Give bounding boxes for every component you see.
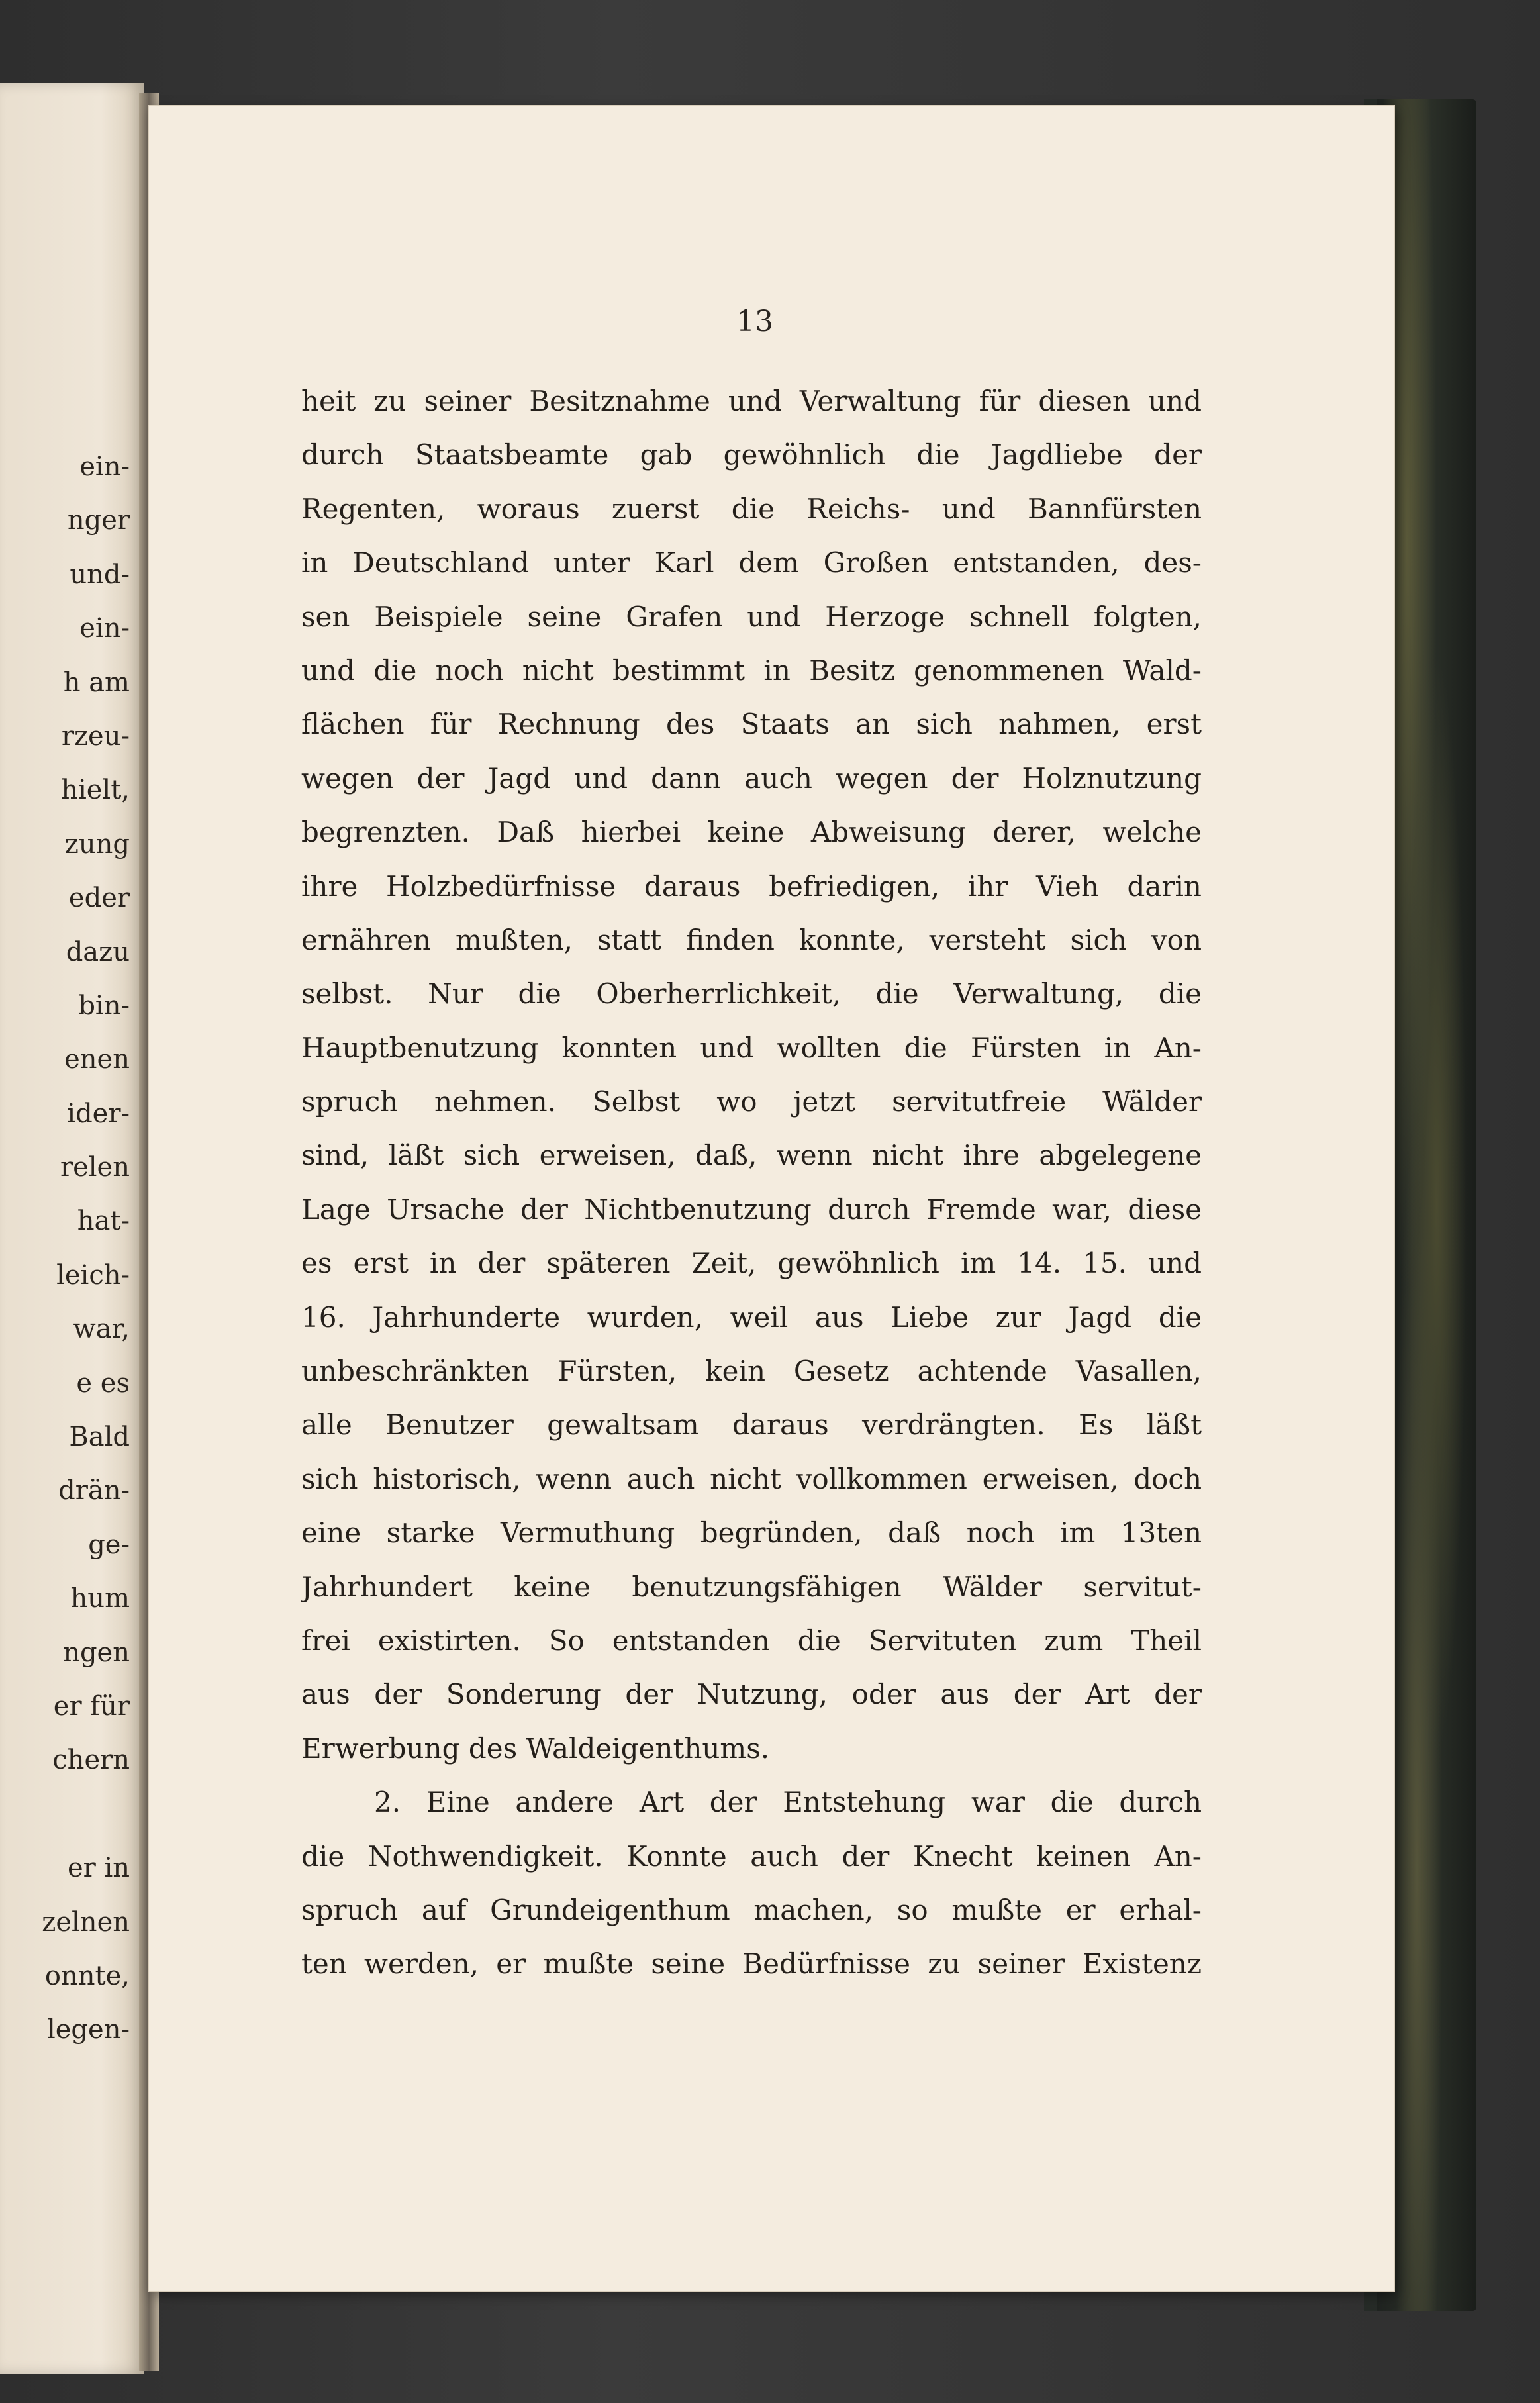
facing-page-fragment: rzeu- bbox=[61, 720, 130, 752]
facing-page-fragment: und- bbox=[70, 559, 130, 590]
facing-page-fragment: bin- bbox=[78, 990, 130, 1021]
facing-page-fragment: ge- bbox=[88, 1529, 130, 1560]
facing-page-fragment: nger bbox=[67, 505, 130, 536]
facing-page-fragment: h am bbox=[63, 667, 130, 698]
facing-page-fragment: er in bbox=[67, 1853, 130, 1884]
facing-page-fragment: Bald bbox=[69, 1422, 130, 1453]
facing-page-fragment: leich- bbox=[56, 1259, 130, 1291]
text-line: es erst in der späteren Zeit, gewöhnlich im 14. 15. und bbox=[301, 1247, 1202, 1280]
facing-page-line-fragments bbox=[0, 440, 139, 2057]
facing-page-fragment: zung bbox=[64, 828, 130, 859]
text-line: ihre Holzbedürfnisse daraus befriedigen, ihr Vieh darin bbox=[301, 869, 1202, 903]
text-line: in Deutschland unter Karl dem Großen entstanden, des- bbox=[301, 546, 1202, 579]
text-line: sind, läßt sich erweisen, daß, wenn nicht ihre abgelegene bbox=[301, 1139, 1202, 1172]
facing-page-fragment: legen- bbox=[46, 2014, 130, 2045]
facing-page-fragment: ngen bbox=[63, 1637, 130, 1668]
facing-page-fragment: hielt, bbox=[61, 775, 130, 806]
facing-page-fragment: dazu bbox=[66, 936, 130, 967]
facing-page-fragment: chern bbox=[52, 1745, 130, 1776]
facing-page-fragment: e es bbox=[76, 1367, 130, 1398]
facing-page-fragment: hat- bbox=[77, 1206, 130, 1237]
text-line: durch Staatsbeamte gab gewöhnlich die Jagdliebe der bbox=[301, 438, 1202, 471]
text-line: frei existirten. So entstanden die Servituten zum Theil bbox=[301, 1624, 1202, 1657]
facing-page-fragment: ider- bbox=[67, 1098, 130, 1129]
text-line: unbeschränkten Fürsten, kein Gesetz achtende Vasallen, bbox=[301, 1355, 1202, 1388]
text-line: flächen für Rechnung des Staats an sich nahmen, erst bbox=[301, 708, 1202, 741]
facing-page-fragment: ein- bbox=[79, 613, 130, 644]
text-line: 16. Jahrhunderte wurden, weil aus Liebe zur Jagd die bbox=[301, 1300, 1202, 1334]
text-line: selbst. Nur die Oberherrlichkeit, die Verwaltung, die bbox=[301, 977, 1202, 1010]
text-line: eine starke Vermuthung begründen, daß noch im 13ten bbox=[301, 1516, 1202, 1549]
text-line: heit zu seiner Besitznahme und Verwaltung für diesen und bbox=[301, 385, 1202, 417]
text-line: alle Benutzer gewaltsam daraus verdrängten. Es läßt bbox=[301, 1408, 1202, 1442]
text-line: ten werden, er mußte seine Bedürfnisse zu seiner Existenz bbox=[301, 1947, 1202, 1981]
text-line: aus der Sonderung der Nutzung, oder aus der Art der bbox=[301, 1678, 1202, 1711]
facing-page-fragment: zelnen bbox=[42, 1906, 130, 1937]
facing-page-fragment: er für bbox=[53, 1691, 130, 1722]
text-line: Regenten, woraus zuerst die Reichs- und Bannfürsten bbox=[301, 492, 1202, 525]
page-number: 13 bbox=[736, 305, 773, 338]
facing-page-fragment: enen bbox=[64, 1044, 130, 1075]
text-line: 2. Eine andere Art der Entstehung war die durch bbox=[374, 1786, 1202, 1819]
facing-page-fragment: relen bbox=[60, 1152, 130, 1183]
facing-page-fragment: ein- bbox=[79, 452, 130, 482]
facing-page-fragment bbox=[0, 1788, 139, 1841]
text-line: begrenzten. Daß hierbei keine Abweisung derer, welche bbox=[301, 816, 1202, 849]
text-line: sen Beispiele seine Grafen und Herzoge schnell folgten, bbox=[301, 600, 1202, 633]
text-line: wegen der Jagd und dann auch wegen der Holznutzung bbox=[301, 761, 1202, 795]
page-body-text bbox=[301, 374, 1202, 1991]
facing-page-fragment: hum bbox=[70, 1583, 130, 1614]
text-line: die Nothwendigkeit. Konnte auch der Knecht keinen An- bbox=[301, 1839, 1202, 1873]
facing-page-fragment: onnte, bbox=[44, 1960, 130, 1991]
text-line: Hauptbenutzung konnten und wollten die Fürsten in An- bbox=[301, 1031, 1202, 1064]
facing-page-left bbox=[0, 83, 144, 2374]
text-line: und die noch nicht bestimmt in Besitz genommenen Wald- bbox=[301, 654, 1202, 687]
facing-page-fragment: drän- bbox=[58, 1475, 130, 1506]
facing-page-fragment: eder bbox=[68, 883, 130, 914]
text-line: spruch nehmen. Selbst wo jetzt servitutfreie Wälder bbox=[301, 1085, 1202, 1118]
text-line: Lage Ursache der Nichtbenutzung durch Fremde war, diese bbox=[301, 1193, 1202, 1226]
text-line: Erwerbung des Waldeigenthums. bbox=[301, 1732, 770, 1765]
text-line: spruch auf Grundeigenthum machen, so mußte er erhal- bbox=[301, 1893, 1202, 1926]
text-line: Jahrhundert keine benutzungsfähigen Wälder servitut- bbox=[301, 1570, 1202, 1603]
facing-page-fragment: war, bbox=[73, 1314, 130, 1345]
text-line: sich historisch, wenn auch nicht vollkommen erweisen, doch bbox=[301, 1462, 1202, 1495]
text-line: ernähren mußten, statt finden konnte, versteht sich von bbox=[301, 923, 1202, 956]
